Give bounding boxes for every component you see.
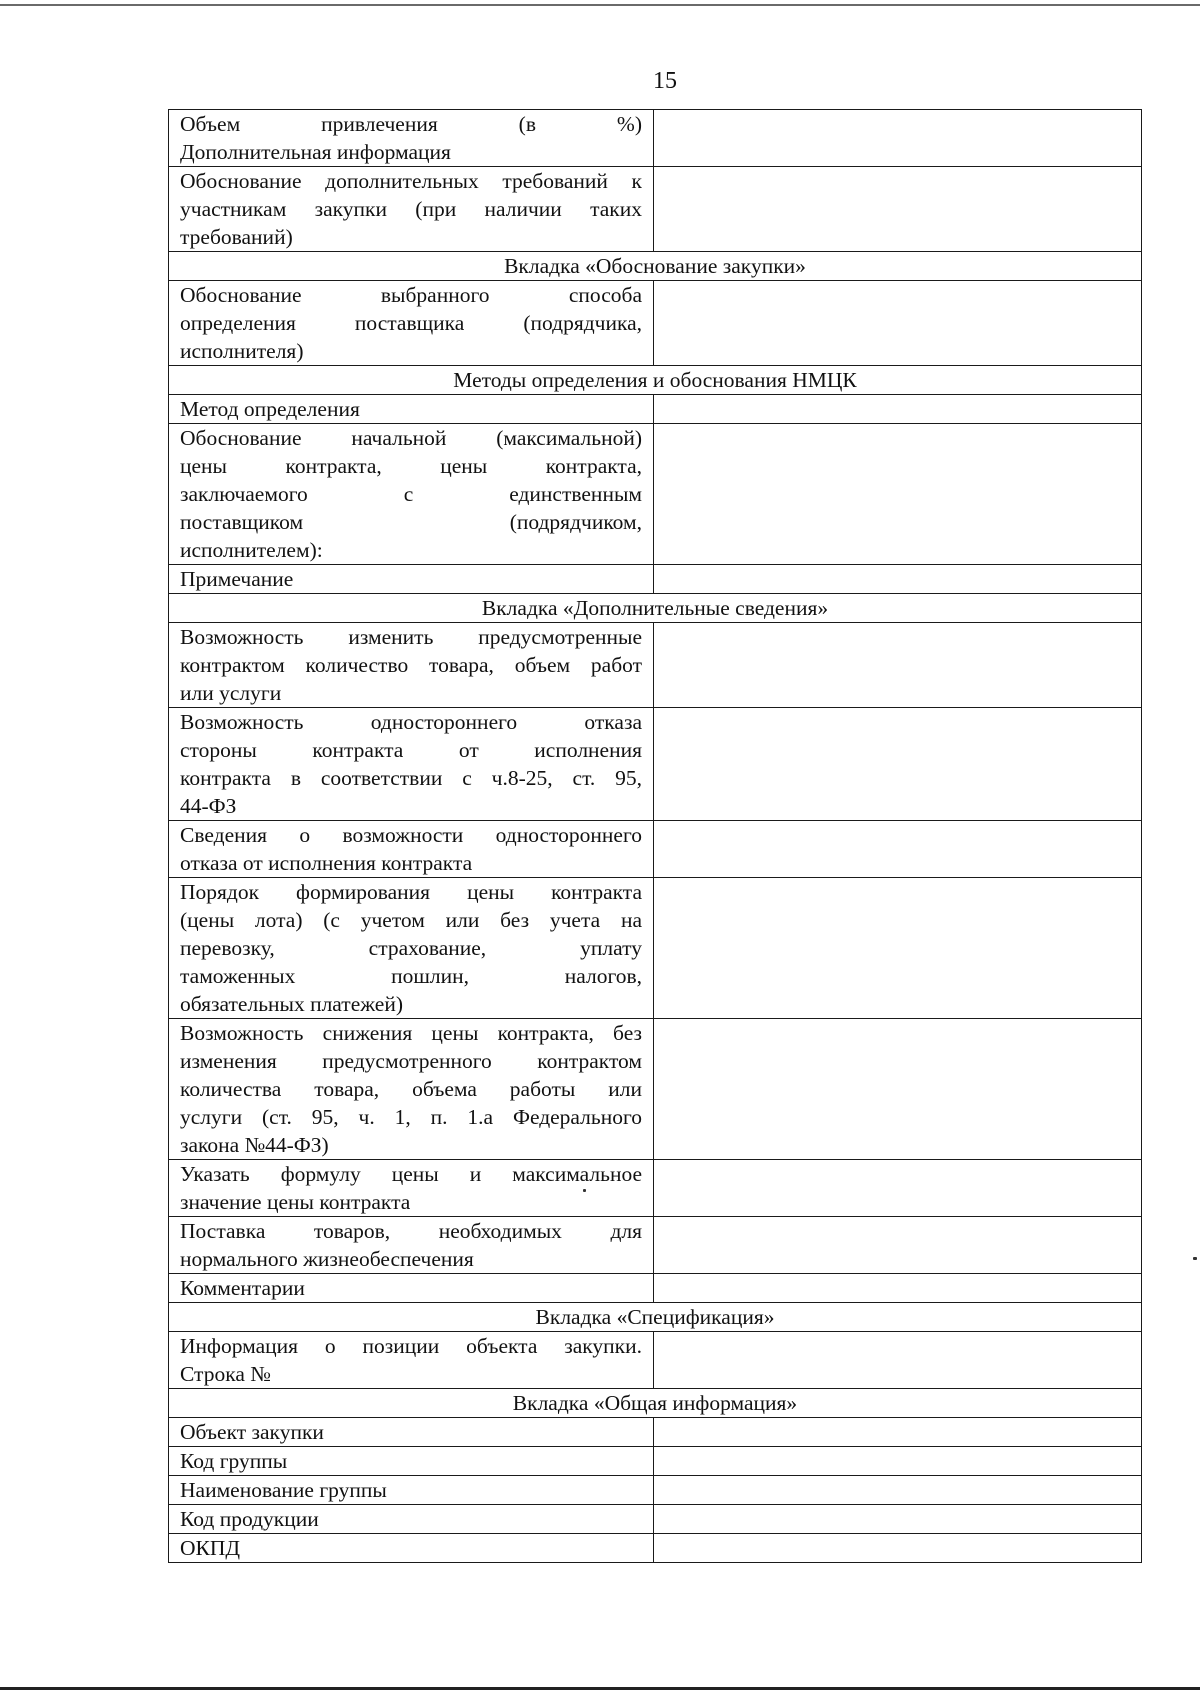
field-label-line: или услуги (180, 681, 282, 705)
field-label-line: Код продукции (180, 1507, 319, 1531)
scan-bottom-edge (0, 1687, 1200, 1690)
field-label-line: Обоснование начальной (максимальной) (180, 426, 642, 450)
field-row (169, 1217, 1142, 1274)
field-label (169, 281, 654, 366)
field-label (169, 1160, 654, 1217)
field-label-line: Код группы (180, 1449, 288, 1473)
field-label-line: изменения предусмотренного контрактом (180, 1049, 642, 1073)
form-table-body (169, 110, 1142, 1563)
field-row (169, 424, 1142, 565)
field-label-line: перевозку, страхование, уплату (180, 936, 642, 960)
field-label-line: Объем привлечения (в %) (180, 112, 642, 136)
field-row (169, 281, 1142, 366)
field-label-line: участникам закупки (при наличии таких (180, 197, 642, 221)
field-label (169, 821, 654, 878)
field-label-line: услуги (ст. 95, ч. 1, п. 1.а Федерального (180, 1105, 642, 1129)
field-label (169, 565, 654, 594)
field-row (169, 1274, 1142, 1303)
field-label-line: Сведения о возможности одностороннего (180, 823, 642, 847)
field-value (654, 1505, 1142, 1534)
field-row (169, 167, 1142, 252)
section-heading: Вкладка «Спецификация» (169, 1303, 1142, 1332)
page-number: 15 (653, 68, 677, 94)
field-value (654, 1274, 1142, 1303)
field-value (654, 1160, 1142, 1217)
field-value (654, 167, 1142, 252)
field-label-line: Порядок формирования цены контракта (180, 880, 642, 904)
field-label (169, 623, 654, 708)
field-label-line: Возможность снижения цены контракта, без (180, 1021, 642, 1045)
field-value (654, 281, 1142, 366)
field-value (654, 395, 1142, 424)
field-label-line: определения поставщика (подрядчика, (180, 311, 642, 335)
field-label-line: цены контракта, цены контракта, (180, 454, 642, 478)
field-row (169, 1505, 1142, 1534)
field-value (654, 1447, 1142, 1476)
field-row (169, 1160, 1142, 1217)
field-row (169, 821, 1142, 878)
field-label-line: (цены лота) (с учетом или без учета на (180, 908, 642, 932)
field-value (654, 623, 1142, 708)
field-label-line: Поставка товаров, необходимых для (180, 1219, 642, 1243)
field-value (654, 878, 1142, 1019)
field-label (169, 1476, 654, 1505)
field-row (169, 1418, 1142, 1447)
field-row (169, 110, 1142, 167)
field-label-line: нормального жизнеобеспечения (180, 1247, 474, 1271)
field-label-line: ОКПД (180, 1536, 241, 1560)
section-row (169, 1389, 1142, 1418)
field-label-line: Метод определения (180, 397, 360, 421)
field-row (169, 1332, 1142, 1389)
field-label (169, 708, 654, 821)
field-label-line: Комментарии (180, 1276, 305, 1300)
field-label-line: требований) (180, 225, 293, 249)
field-label-line: заключаемого с единственным (180, 482, 642, 506)
field-label (169, 1332, 654, 1389)
field-label (169, 1418, 654, 1447)
field-label (169, 1274, 654, 1303)
section-row (169, 366, 1142, 395)
field-label-line: Возможность изменить предусмотренные (180, 625, 642, 649)
field-label-line: закона №44-ФЗ) (180, 1133, 329, 1157)
field-label (169, 167, 654, 252)
form-table (168, 109, 1142, 1563)
field-label-line: Объект закупки (180, 1420, 324, 1444)
field-label-line: Наименование группы (180, 1478, 387, 1502)
field-label-line: Обоснование дополнительных требований к (180, 169, 642, 193)
field-row (169, 1476, 1142, 1505)
field-label-line: Дополнительная информация (180, 140, 451, 164)
field-label-line: контракта в соответствии с ч.8-25, ст. 95, (180, 766, 642, 790)
field-label-line: Информация о позиции объекта закупки. (180, 1334, 642, 1358)
field-label (169, 1019, 654, 1160)
field-value (654, 1476, 1142, 1505)
scan-top-edge (0, 4, 1200, 6)
field-label (169, 395, 654, 424)
field-value (654, 821, 1142, 878)
field-label (169, 424, 654, 565)
field-label (169, 878, 654, 1019)
field-value (654, 1332, 1142, 1389)
field-row (169, 1019, 1142, 1160)
field-row (169, 565, 1142, 594)
field-label-line: исполнителем): (180, 538, 323, 562)
section-heading: Методы определения и обоснования НМЦК (169, 366, 1142, 395)
field-row (169, 1447, 1142, 1476)
field-label-line: обязательных платежей) (180, 992, 404, 1016)
field-label-line: количества товара, объема работы или (180, 1077, 642, 1101)
field-label-line: Строка № (180, 1362, 271, 1386)
field-row (169, 708, 1142, 821)
field-label-line: значение цены контракта (180, 1190, 411, 1214)
field-label (169, 1505, 654, 1534)
field-label (169, 1534, 654, 1563)
field-value (654, 1534, 1142, 1563)
field-label (169, 1217, 654, 1274)
field-label-line: поставщиком (подрядчиком, (180, 510, 642, 534)
field-label-line: исполнителя) (180, 339, 304, 363)
field-value (654, 424, 1142, 565)
field-label-line: контрактом количество товара, объем работ (180, 653, 642, 677)
scan-speck (1193, 1257, 1197, 1260)
section-row (169, 252, 1142, 281)
field-label-line: 44-ФЗ (180, 794, 237, 818)
field-label-line: отказа от исполнения контракта (180, 851, 473, 875)
section-heading: Вкладка «Обоснование закупки» (169, 252, 1142, 281)
field-value (654, 110, 1142, 167)
field-row (169, 1534, 1142, 1563)
field-label (169, 1447, 654, 1476)
field-value (654, 1217, 1142, 1274)
field-value (654, 1019, 1142, 1160)
section-heading: Вкладка «Общая информация» (169, 1389, 1142, 1418)
section-heading: Вкладка «Дополнительные сведения» (169, 594, 1142, 623)
field-label-line: Указать формулу цены и максимальное (180, 1162, 642, 1186)
field-label-line: таможенных пошлин, налогов, (180, 964, 642, 988)
field-label-line: стороны контракта от исполнения (180, 738, 642, 762)
field-value (654, 1418, 1142, 1447)
field-label-line: Примечание (180, 567, 294, 591)
field-label-line: Обоснование выбранного способа (180, 283, 642, 307)
field-label (169, 110, 654, 167)
field-value (654, 565, 1142, 594)
section-row (169, 594, 1142, 623)
field-row (169, 395, 1142, 424)
section-row (169, 1303, 1142, 1332)
field-row (169, 623, 1142, 708)
field-row (169, 878, 1142, 1019)
field-label-line: Возможность одностороннего отказа (180, 710, 642, 734)
field-value (654, 708, 1142, 821)
